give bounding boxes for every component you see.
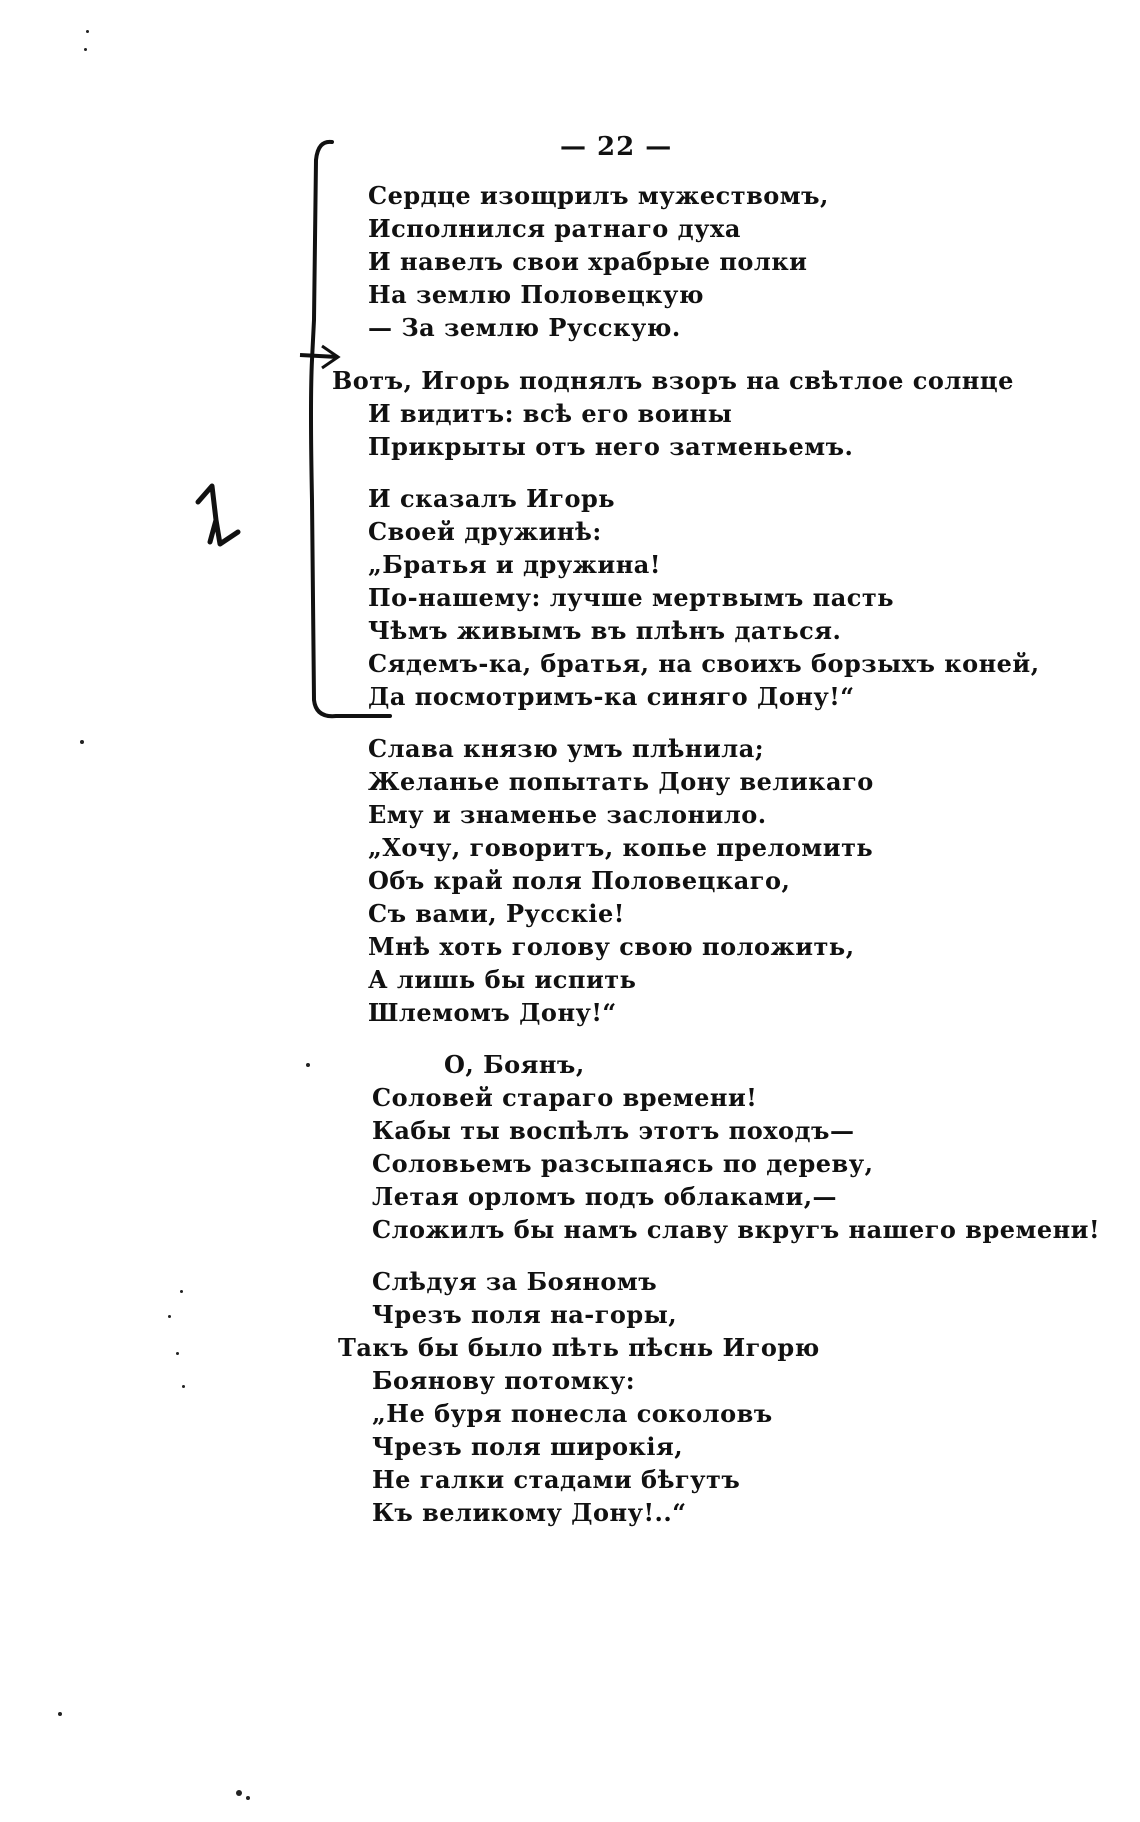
verse-line: Исполнился ратнаго духа xyxy=(368,214,741,243)
verse-line: — За землю Русскую. xyxy=(368,313,681,342)
verse-line: Прикрыты отъ него затменьемъ. xyxy=(368,432,854,461)
scan-speck xyxy=(306,1063,310,1067)
verse-line: Чрезъ поля на-горы, xyxy=(372,1300,678,1329)
verse-line: Ему и знаменье заслонило. xyxy=(368,800,767,829)
verse-line: Вотъ, Игорь поднялъ взоръ на свѣтлое солнце xyxy=(332,366,1014,395)
scan-speck xyxy=(246,1796,250,1800)
verse-line: Съ вами, Русскіе! xyxy=(368,899,625,928)
verse-line: И навелъ свои храбрые полки xyxy=(368,247,808,276)
handwritten-numeral-annotation xyxy=(190,480,250,560)
scan-speck xyxy=(168,1315,171,1318)
verse-line: Летая орломъ подъ облаками,— xyxy=(372,1182,838,1211)
verse-line: Соловей стараго времени! xyxy=(372,1083,758,1112)
verse-line: „Хочу, говоритъ, копье преломить xyxy=(368,833,874,862)
verse-line: Боянову потомку: xyxy=(372,1366,636,1395)
scan-speck xyxy=(84,48,87,51)
verse-line: Соловьемъ разсыпаясь по дереву, xyxy=(372,1149,874,1178)
verse-line: Не галки стадами бѣгутъ xyxy=(372,1465,741,1494)
verse-line: Желанье попытать Дону великаго xyxy=(368,767,874,796)
scan-speck xyxy=(236,1790,242,1796)
scan-speck xyxy=(180,1290,183,1293)
scan-speck xyxy=(80,740,84,744)
verse-line: Да посмотримъ-ка синяго Дону!“ xyxy=(368,682,855,711)
scan-speck xyxy=(182,1385,185,1388)
verse-line: Сядемъ-ка, братья, на своихъ борзыхъ коней, xyxy=(368,649,1040,678)
verse-line: Шлемомъ Дону!“ xyxy=(368,998,617,1027)
verse-line: „Братья и дружина! xyxy=(368,550,661,579)
verse-line: Мнѣ хоть голову свою положить, xyxy=(368,932,855,961)
scan-speck xyxy=(58,1712,62,1716)
page-number: — 22 — xyxy=(560,132,673,162)
verse-line: Чрезъ поля широкія, xyxy=(372,1432,684,1461)
verse-line: Къ великому Дону!..“ xyxy=(372,1498,687,1527)
verse-line: На землю Половецкую xyxy=(368,280,704,309)
verse-line: Объ край поля Половецкаго, xyxy=(368,866,791,895)
verse-line: И видитъ: всѣ его воины xyxy=(368,399,733,428)
verse-line: Слѣдуя за Бояномъ xyxy=(372,1267,658,1296)
scan-speck xyxy=(176,1352,179,1355)
verse-line: Сердце изощрилъ мужествомъ, xyxy=(368,181,829,210)
verse-line: Кабы ты воспѣлъ этотъ походъ— xyxy=(372,1116,855,1145)
verse-line: Слава князю умъ плѣнила; xyxy=(368,734,765,763)
verse-line: Сложилъ бы намъ славу вкругъ нашего времени! xyxy=(372,1215,1101,1244)
verse-line: Своей дружинѣ: xyxy=(368,517,602,546)
verse-line: Чѣмъ живымъ въ плѣнъ даться. xyxy=(368,616,842,645)
verse-line: И сказалъ Игорь xyxy=(368,484,616,513)
scan-speck xyxy=(86,30,89,33)
verse-line: О, Боянъ, xyxy=(444,1050,585,1079)
verse-line: „Не буря понесла соколовъ xyxy=(372,1399,773,1428)
verse-line: А лишь бы испить xyxy=(368,965,637,994)
verse-line: Такъ бы было пѣть пѣснь Игорю xyxy=(338,1333,820,1362)
verse-line: По-нашему: лучше мертвымъ пасть xyxy=(368,583,895,612)
